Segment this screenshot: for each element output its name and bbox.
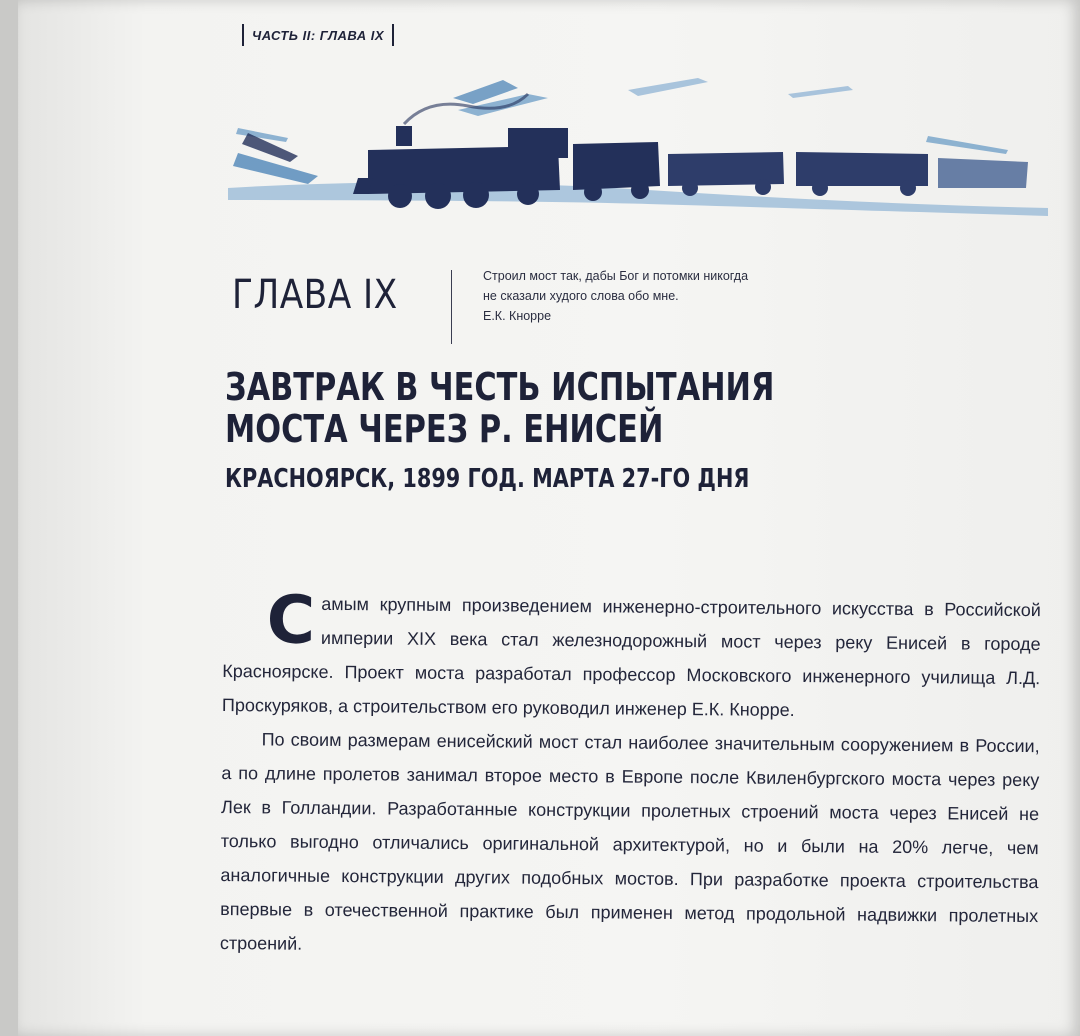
chapter-number: ГЛАВА IX [232,272,398,318]
epigraph-line-2: не сказали худого слова обо мне. [483,289,679,303]
wagon-2 [796,152,928,196]
title-line-2: МОСТА ЧЕРЕЗ Р. ЕНИСЕЙ [225,407,664,451]
drop-cap: С [266,581,316,659]
paragraph-1-text: амым крупным произведением инженерно-строительного искусства в Российской империи XIX века стал железнодорожный мост через реку Енисей в городе Красноярске. Проект моста разработал профессор Московского инженерного училища Л.Д. Проскуряков, а строительством его руководил инженер Е.К. Кнорре. [221,593,1041,720]
sky-strokes [236,78,1008,154]
epigraph-line-1: Строил мост так, дабы Бог и потомки никогда [483,269,749,283]
running-head-bar-right [392,24,394,46]
title-line-1: ЗАВТРАК В ЧЕСТЬ ИСПЫТАНИЯ [225,365,775,409]
running-head-bar-left [242,24,244,46]
wagon-3 [938,158,1028,188]
train-illustration [228,58,1048,228]
epigraph-divider [451,270,452,344]
paragraph-2: По своим размерам енисейский мост стал наиболее значительным сооружением в России, а по длине пролетов занимал второе место в Европе после Квиленбургского моста через реку Лек в Голландии. Разработанные конструкции пролетных строений моста через Енисей не только выгодно отличались оригинальной архитектурой, но и были на 20% легче, чем аналогичные конструкции других подобных мостов. При разработке проекта строительства впервые в отечественной практике был применен метод продольной надвижки пролетных строений. [219,729,1040,954]
wagon-1 [668,152,784,196]
epigraph-author: Е.К. Кнорре [483,309,552,323]
body-text [219,581,1041,967]
paragraph-1 [221,581,1041,729]
running-head-text: ЧАСТЬ II: ГЛАВА IX [252,27,385,43]
chapter-subtitle: КРАСНОЯРСК, 1899 ГОД. МАРТА 27-ГО ДНЯ [225,464,750,494]
epigraph [483,266,748,326]
running-head [234,22,402,48]
chapter-title [225,366,774,502]
book-page [18,0,1080,1036]
